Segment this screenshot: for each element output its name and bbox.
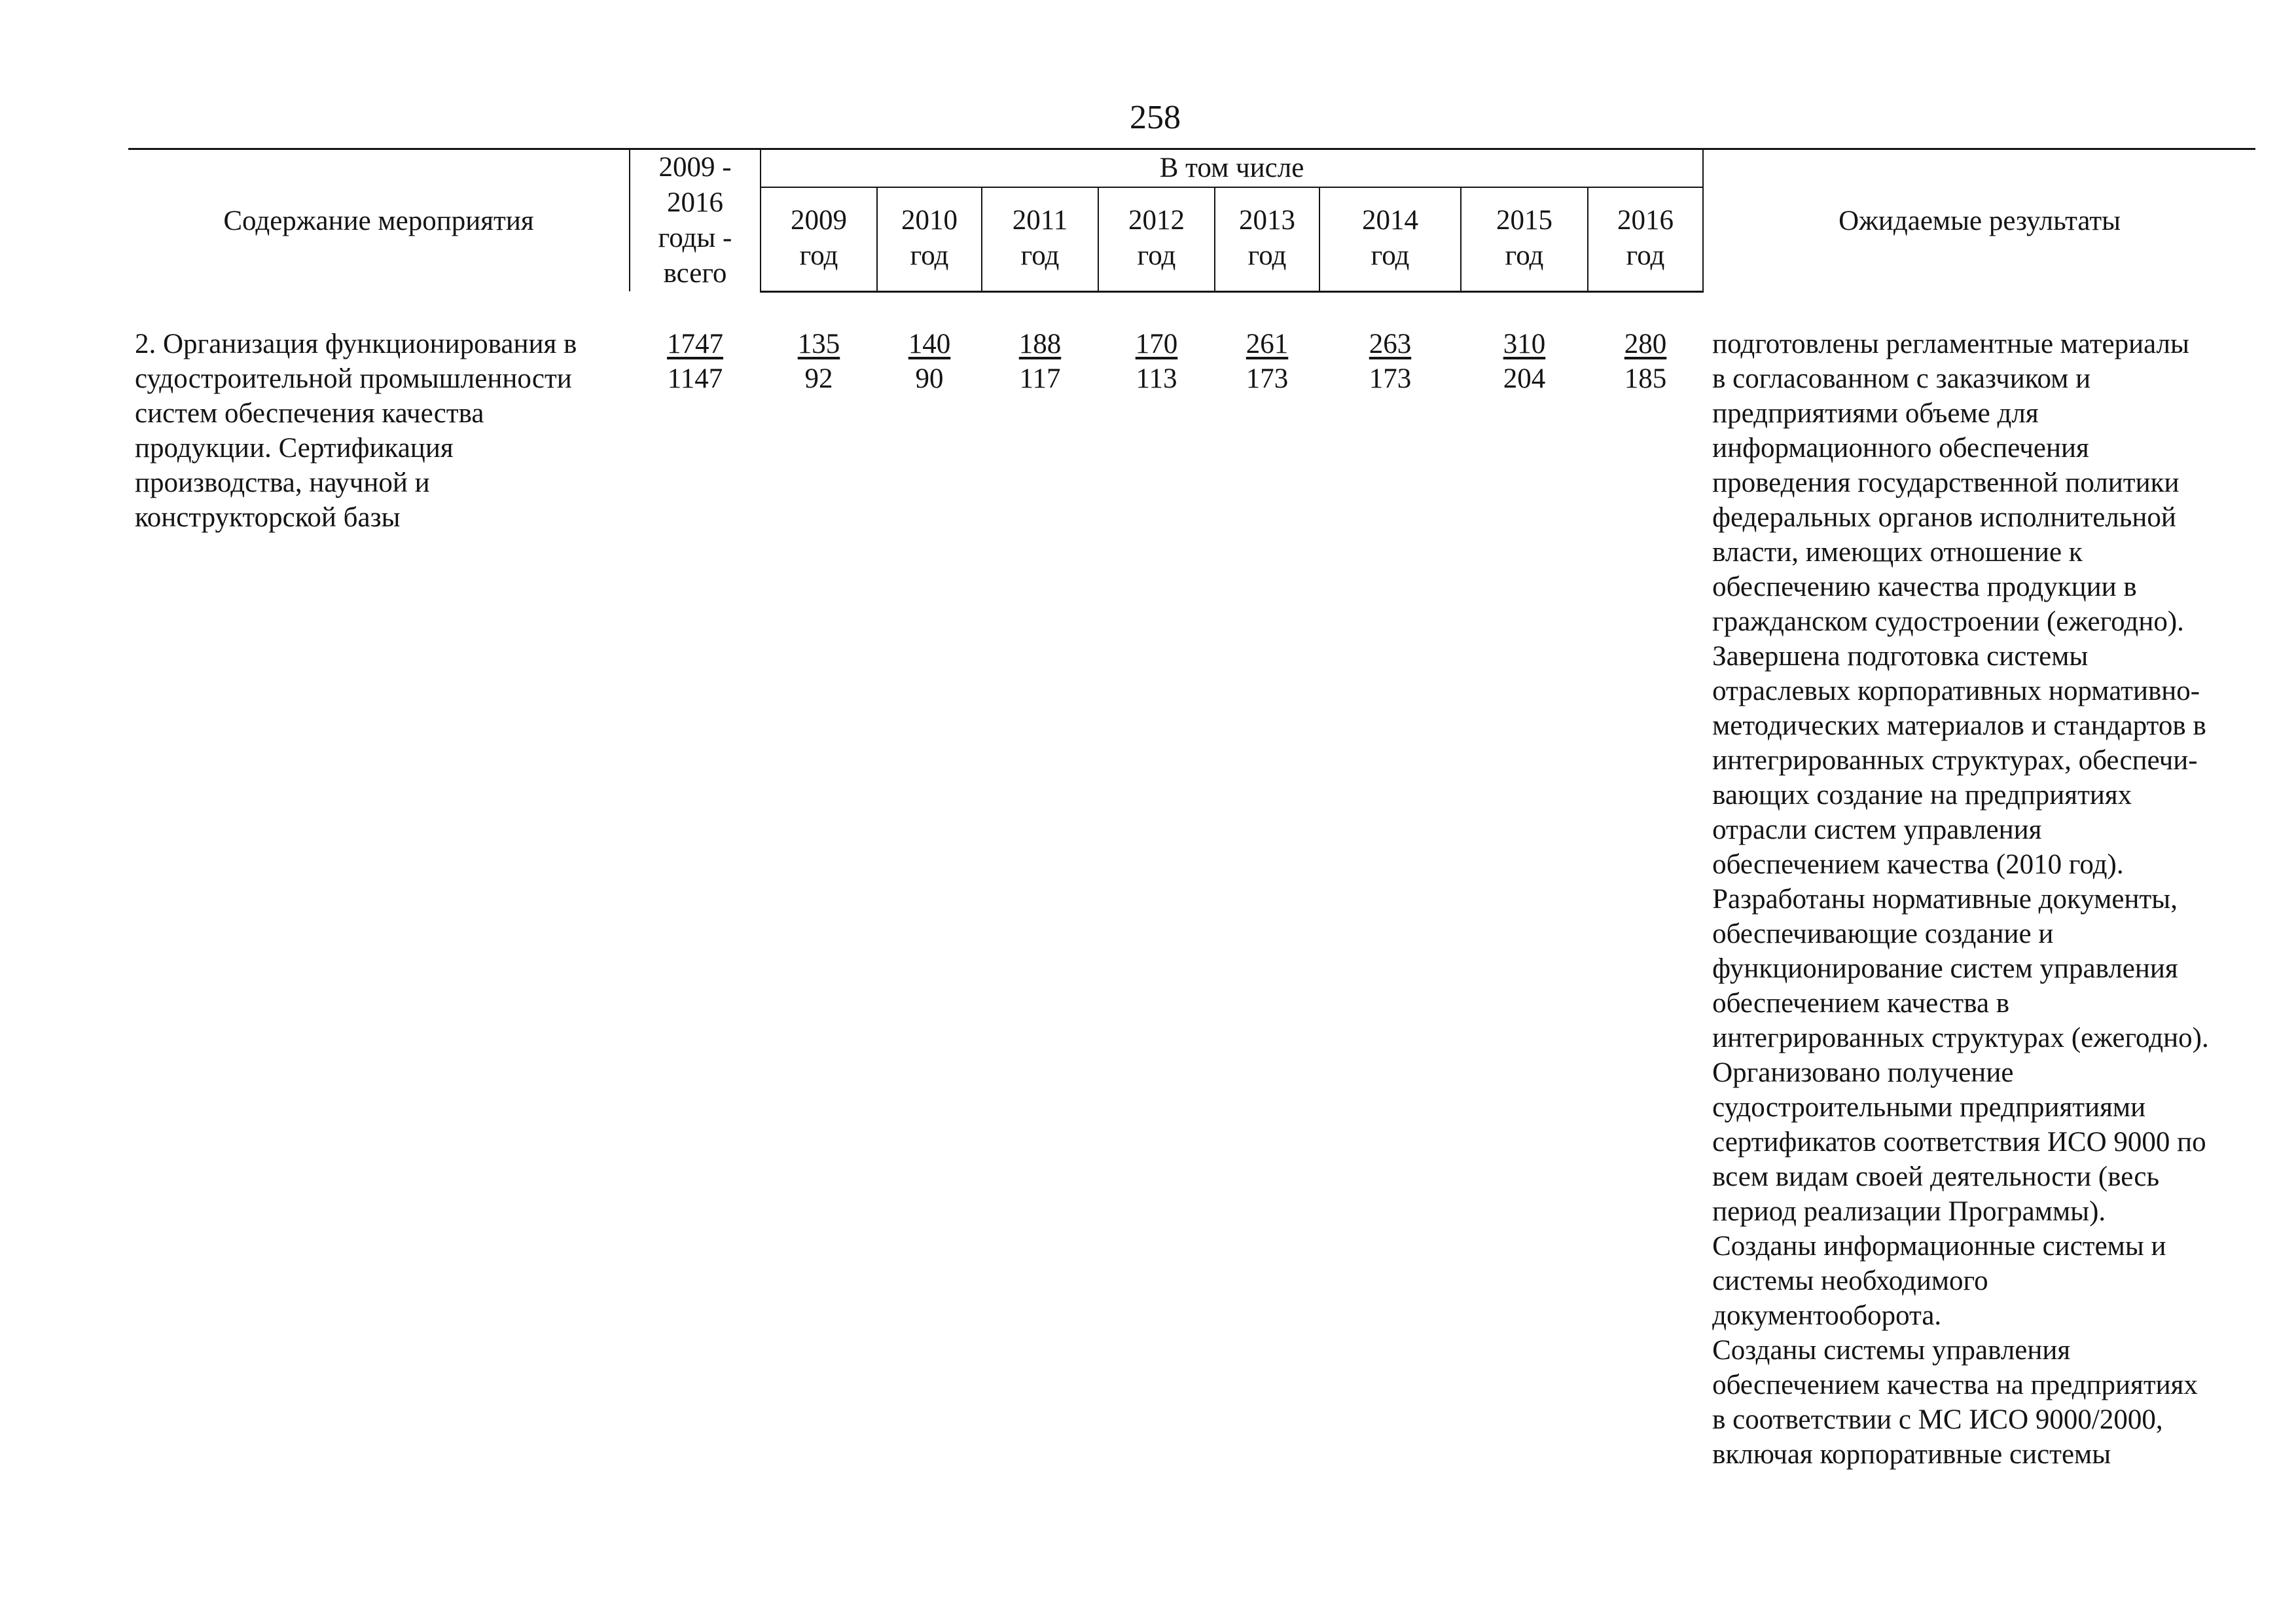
expected-results-text: подготовлены регламентные материалы в согласованном с заказчиком и предприятиями объеме для информационного обеспечения проведения государственной политики федеральных органов исполнительной власти, имеющих отношение к обеспечению качества продукции в гражданском судостроении (ежегодно). Завершена подготовка системы отраслевых корпоративных нормативно- методических материалов и стандартов в интегрированных структурах, обеспечи- вающих создание на предприятиях отрасли систем управления обеспечением качества (2010 год). Разработаны нормативные документы, обеспечивающие создание и функционирование систем управления обеспечением качества в интегрированных структурах (ежегодно). Организовано получение судостроительными предприятиями сертификатов соответствия ИСО 9000 по всем видам своей деятельности (весь период реализации Программы). Созданы информационные системы и системы необходимого документооборота. Созданы системы управления обеспечением качества на предприятиях в соответствии с МС ИСО 9000/2000, включая корпоративные системы (1712, 328, 2209, 1470)
header-results-column: Ожидаемые результаты (1703, 149, 2255, 292)
year-2009-cell: 135 92 (797, 328, 840, 394)
year-2016-cell: 280 185 (1624, 328, 1667, 394)
year-2012-cell: 170 113 (1135, 328, 1178, 394)
header-year-2016: 2016 год (1588, 187, 1703, 291)
header-including-column: В том числе (761, 149, 1703, 187)
page-number: 258 (1130, 99, 1181, 136)
expected-results (1703, 327, 2255, 1472)
header-year-2015: 2015 год (1461, 187, 1588, 291)
program-activities-table (128, 148, 2255, 1472)
year-2011-cell: 188 117 (1018, 328, 1062, 394)
header-year-2012: 2012 год (1098, 187, 1215, 291)
header-year-2009: 2009 год (761, 187, 877, 291)
header-year-2013: 2013 год (1215, 187, 1319, 291)
table-row (128, 327, 2255, 1472)
header-year-2014: 2014 год (1319, 187, 1461, 291)
activity-description: 2. Организация функционирования в судостроительной промышленности систем обеспечения качества продукции. Сертификация производства, научной и конструкторской базы (135, 328, 577, 533)
year-2015-cell: 310 204 (1503, 328, 1546, 394)
header-content-column: Содержание мероприятия (128, 149, 630, 292)
header-year-2010: 2010 год (877, 187, 982, 291)
header-year-2011: 2011 год (982, 187, 1098, 291)
year-2013-cell: 261 173 (1246, 328, 1289, 394)
year-2010-cell: 140 90 (908, 328, 951, 394)
year-2014-cell: 263 173 (1369, 328, 1412, 394)
header-total-column: 2009 - 2016 годы - всего (630, 149, 761, 292)
total-cell: 1747 1147 (667, 328, 723, 394)
